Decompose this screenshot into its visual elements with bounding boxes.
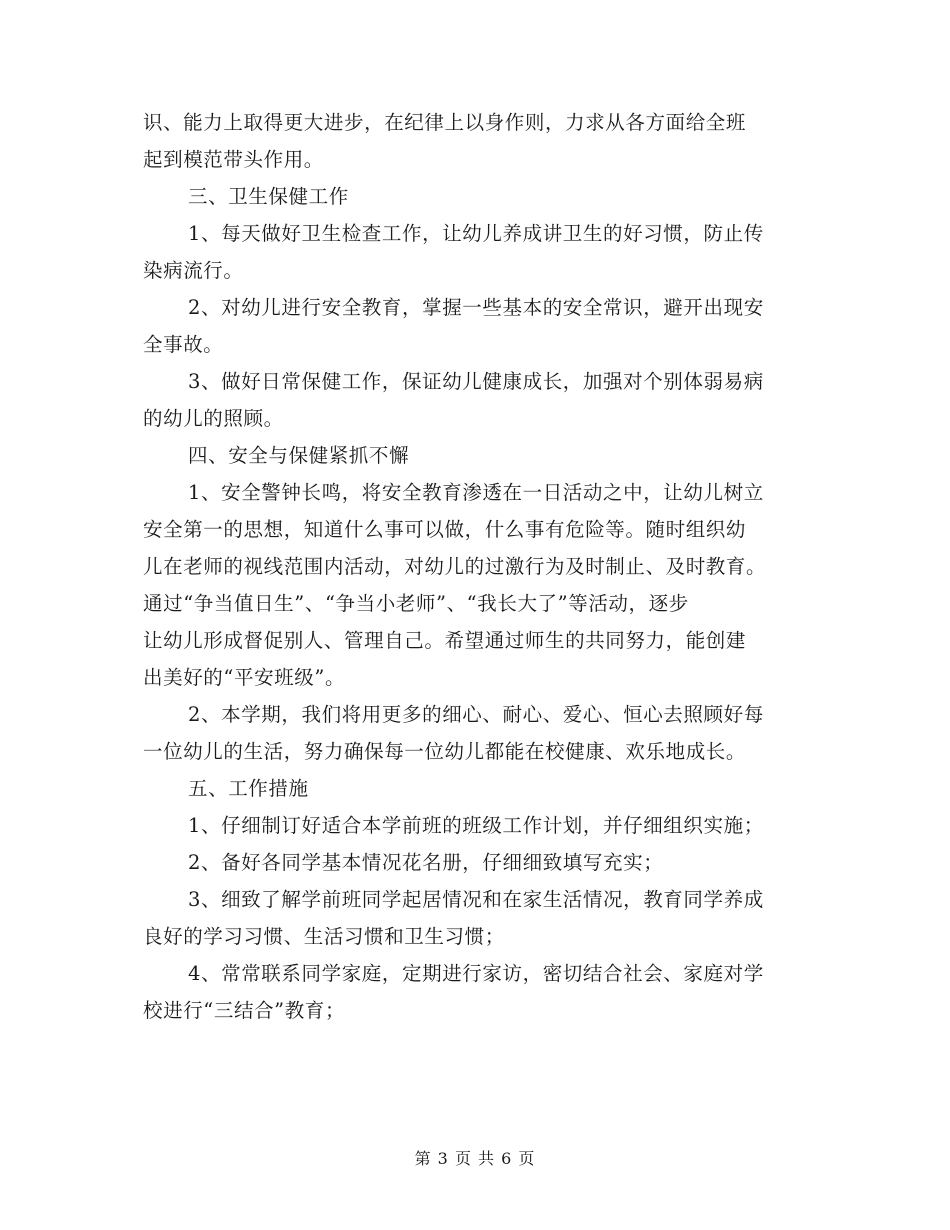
text-line: 三、卫生保健工作	[188, 185, 349, 208]
text-line: 染病流行。	[143, 259, 244, 282]
text-line: 1、安全警钟长鸣，将安全教育渗透在一日活动之中，让幼儿树立	[188, 481, 764, 504]
text-line: 识、能力上取得更大进步，在纪律上以身作则，力求从各方面给全班	[143, 111, 747, 134]
text-line: 五、工作措施	[188, 777, 309, 800]
text-line: 3、细致了解学前班同学起居情况和在家生活情况，教育同学养成	[188, 888, 764, 911]
text-line: 一位幼儿的生活，努力确保每一位幼儿都能在校健康、欢乐地成长。	[143, 740, 747, 763]
text-line: 校进行“三结合”教育；	[143, 999, 346, 1022]
text-line: 全事故。	[143, 333, 224, 356]
text-line: 3、做好日常保健工作，保证幼儿健康成长，加强对个别体弱易病	[188, 370, 764, 393]
text-line: 通过“争当值日生”、“争当小老师”、“我长大了”等活动，逐步	[143, 592, 689, 615]
page-number-footer: 第 3 页 共 6 页	[414, 1149, 536, 1168]
text-line: 出美好的“平安班级”。	[143, 666, 346, 689]
text-line: 儿在老师的视线范围内活动，对幼儿的过激行为及时制止、及时教育。	[143, 555, 767, 578]
text-line: 良好的学习习惯、生活习惯和卫生习惯；	[143, 925, 505, 948]
text-line: 安全第一的思想，知道什么事可以做，什么事有危险等。随时组织幼	[143, 518, 747, 541]
text-line: 的幼儿的照顾。	[143, 407, 284, 430]
text-line: 四、安全与保健紧抓不懈	[188, 444, 410, 467]
document-body	[143, 104, 808, 1029]
text-line: 2、本学期，我们将用更多的细心、耐心、爱心、恒心去照顾好每	[188, 703, 764, 726]
text-line: 1、仔细制订好适合本学前班的班级工作计划，并仔细组织实施；	[188, 814, 764, 837]
text-line: 2、备好各同学基本情况花名册，仔细细致填写充实；	[188, 851, 664, 874]
text-line: 起到模范带头作用。	[143, 148, 324, 171]
text-line: 让幼儿形成督促别人、管理自己。希望通过师生的共同努力，能创建	[143, 629, 747, 652]
text-line: 4、常常联系同学家庭，定期进行家访，密切结合社会、家庭对学	[188, 962, 764, 985]
text-line: 2、对幼儿进行安全教育，掌握一些基本的安全常识，避开出现安	[188, 296, 764, 319]
text-line: 1、每天做好卫生检查工作，让幼儿养成讲卫生的好习惯，防止传	[188, 222, 764, 245]
